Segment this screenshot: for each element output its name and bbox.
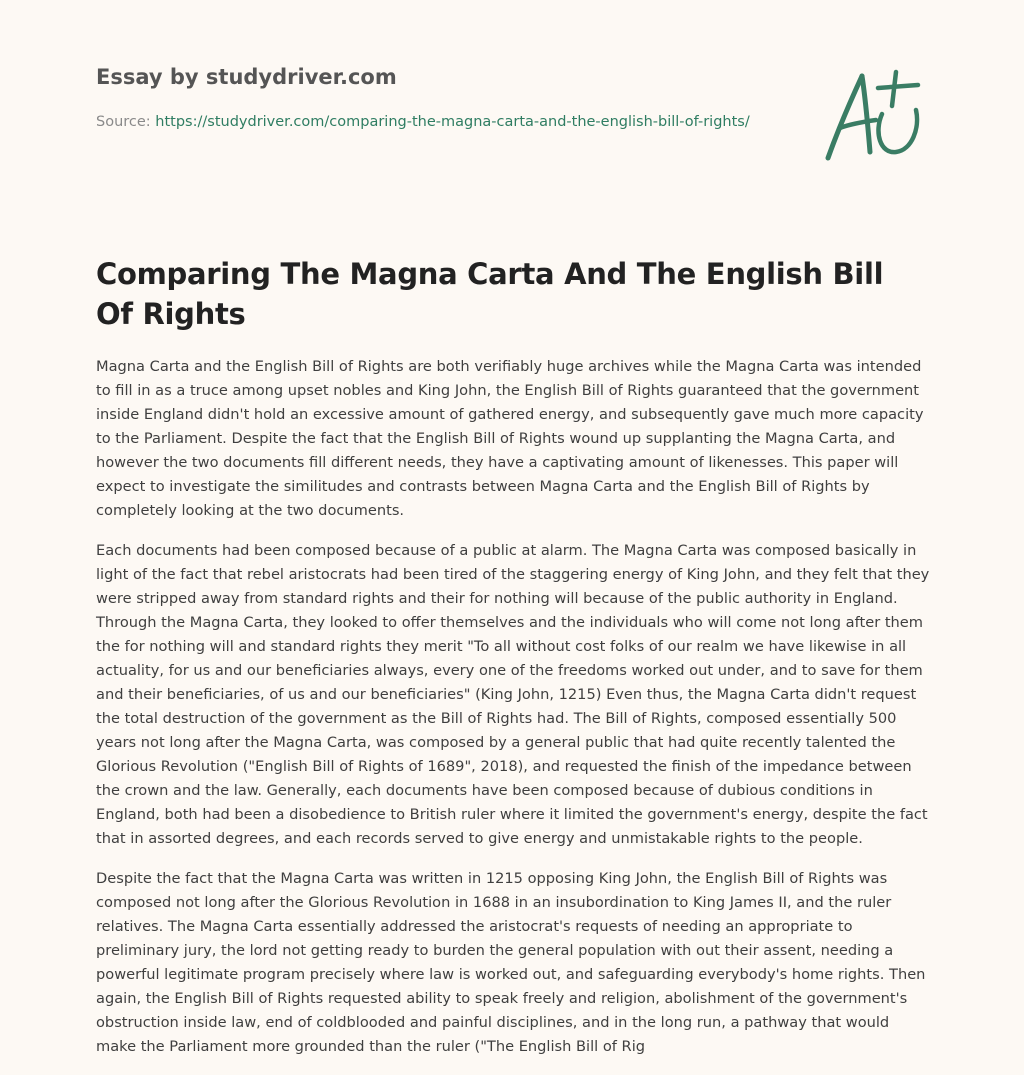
source-line [96, 110, 776, 134]
source-link[interactable]: https://studydriver.com/comparing-the-magna-carta-and-the-english-bill-of-rights/ [155, 114, 750, 130]
site-brand: Essay by studydriver.com [96, 65, 397, 89]
page-header [96, 62, 776, 134]
paragraph-2: Each documents had been composed because of a public at alarm. The Magna Carta was composed basically in light of the fact that rebel aristocrats had been tired of the staggering energy of King John, and they felt that they were stripped away from standard rights and their for nothing will because of the public authority in England. Through the Magna Carta, they looked to offer themselves and the individuals who will come not long after them the for nothing will and standard rights they merit "To all without cost folks of our realm we have likewise in all actuality, for us and our beneficiaries always, every one of the freedoms worked out under, and to save for them and their beneficiaries, of us and our beneficiaries" (King John, 1215) Even thus, the Magna Carta didn't request the total destruction of the government as the Bill of Rights had. The Bill of Rights, composed essentially 500 years not long after the Magna Carta, was composed by a general public that had quite recently talented the Glorious Revolution ("English Bill of Rights of 1689", 2018), and requested the finish of the impedance between the crown and the law. Generally, each documents have been composed because of dubious conditions in England, both had been a disobedience to British ruler where it limited the government's energy, despite the fact that in assorted degrees, and each records served to give energy and unmistakable rights to the people. [96, 542, 930, 847]
a-plus-logo-icon [818, 66, 930, 166]
paragraph-1: Magna Carta and the English Bill of Rights are both verifiably huge archives while the Magna Carta was intended to fill in as a truce among upset nobles and King John, the English Bill of Rights guaranteed that the government inside England didn't hold an excessive amount of gathered energy, and subsequently gave much more capacity to the Parliament. Despite the fact that the English Bill of Rights wound up supplanting the Magna Carta, and however the two documents fill different needs, they have a captivating amount of likenesses. This paper will expect to investigate the similitudes and contrasts between Magna Carta and the English Bill of Rights by completely looking at the two documents. [96, 358, 924, 519]
essay-body [96, 355, 930, 1075]
essay-title: Comparing The Magna Carta And The English Bill Of Rights [96, 257, 884, 331]
source-label: Source: [96, 114, 156, 130]
paragraph-3: Despite the fact that the Magna Carta was written in 1215 opposing King John, the English Bill of Rights was composed not long after the Glorious Revolution in 1688 in an insubordination to King James II, and the ruler relatives. The Magna Carta essentially addressed the aristocrat's requests of needing an appropriate to preliminary jury, the lord not getting ready to burden the general population with out their assent, needing a powerful legitimate program precisely where law is worked out, and safeguarding everybody's home rights. Then again, the English Bill of Rights requested ability to speak freely and religion, abolishment of the government's obstruction inside law, end of coldblooded and painful disciplines, and in the long run, a pathway that would make the Parliament more grounded than the ruler ("The English Bill of Rig [96, 870, 926, 1055]
